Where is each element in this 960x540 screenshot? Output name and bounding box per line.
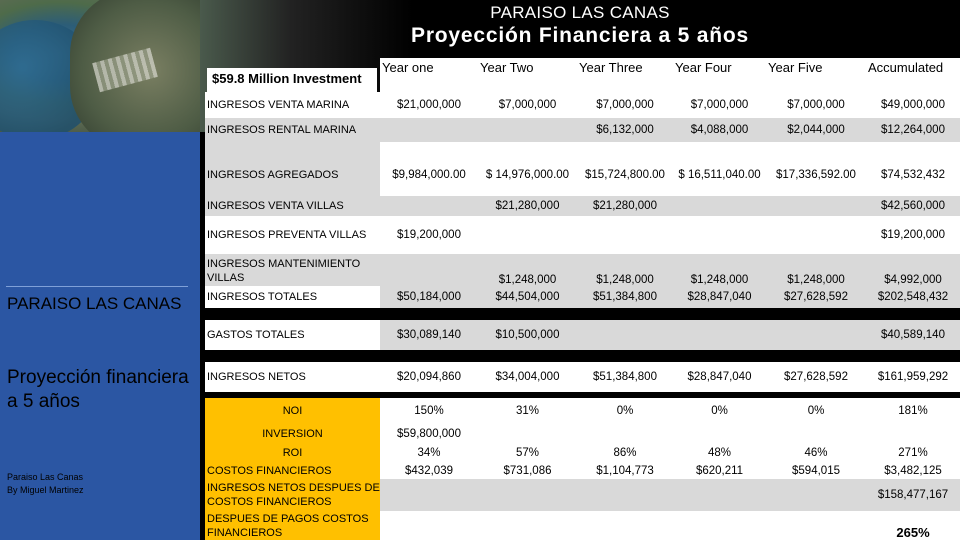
table-cell [673, 320, 766, 350]
table-cell: $1,248,000 [498, 274, 557, 286]
table-cell: 0% [711, 405, 728, 417]
table-cell [673, 511, 766, 540]
table-cell: $34,004,000 [495, 371, 560, 383]
row-label: NOI [205, 398, 380, 424]
table-cell: $44,504,000 [495, 291, 560, 303]
table-cell: $7,000,000 [690, 99, 749, 111]
column-header: Year Three [577, 58, 673, 88]
table-cell [673, 196, 766, 216]
sidebar [0, 132, 200, 540]
table-cell [380, 479, 478, 511]
table-cell: $12,264,000 [881, 124, 945, 136]
table-cell [673, 479, 766, 511]
table-cell [380, 196, 478, 216]
sidebar-subtitle: Proyección financiera a 5 años [7, 367, 189, 412]
table-cell: $9,984,000.00 [392, 169, 466, 181]
page-supertitle: PARAISO LAS CANAS [490, 3, 670, 22]
table-cell [766, 216, 866, 254]
sidebar-divider [6, 286, 188, 287]
table-cell: $17,336,592.00 [776, 169, 856, 181]
table-cell: 31% [515, 405, 540, 417]
table-cell: $1,248,000 [690, 274, 749, 286]
column-header: Accumulated [866, 58, 960, 88]
table-cell [766, 320, 866, 350]
table-cell: $49,000,000 [881, 99, 945, 111]
table-cell [673, 216, 766, 254]
table-cell: 34% [417, 447, 441, 459]
row-label: ROI [205, 444, 380, 462]
credit-line-1: Paraiso Las Canas [7, 472, 84, 482]
table-cell [577, 511, 673, 540]
table-cell: $20,094,860 [397, 371, 461, 383]
row-label: GASTOS TOTALES [205, 320, 380, 350]
table-cell: $51,384,800 [593, 371, 657, 383]
aerial-photo [0, 0, 200, 132]
table-cell: $15,724,800.00 [585, 169, 665, 181]
table-cell: $432,039 [405, 464, 453, 477]
table-cell [866, 424, 960, 444]
row-label: INGRESOS NETOS DESPUES DE COSTOS FINANCIEROS [205, 479, 380, 511]
financial-table [205, 58, 960, 540]
page-title: Proyección Financiera a 5 años [411, 24, 749, 47]
table-cell: $7,000,000 [498, 99, 557, 111]
row-label: INGRESOS VENTA VILLAS [205, 196, 380, 216]
table-cell: $21,000,000 [397, 99, 461, 111]
table-cell: $7,000,000 [596, 99, 654, 111]
table-cell [673, 424, 766, 444]
row-label: INGRESOS NETOS [205, 362, 380, 392]
table-cell: $620,211 [695, 464, 744, 477]
table-cell [766, 424, 866, 444]
table-cell: $ 14,976,000.00 [485, 169, 570, 181]
column-header: Year Four [673, 58, 766, 88]
table-cell: 0% [807, 405, 825, 417]
table-cell: $21,280,000 [495, 200, 560, 212]
table-cell: $30,089,140 [397, 329, 461, 341]
table-cell [577, 320, 673, 350]
table-cell: $1,248,000 [787, 274, 845, 286]
table-cell [577, 424, 673, 444]
column-header: Year one [380, 58, 478, 88]
sidebar-title: PARAISO LAS CANAS [7, 294, 182, 313]
table-cell [380, 254, 478, 286]
row-label: INVERSION [205, 424, 380, 444]
table-cell: 181% [898, 405, 928, 417]
table-cell: $50,184,000 [397, 291, 461, 303]
row-label: INGRESOS MANTENIMIENTO VILLAS [205, 254, 380, 288]
table-cell: 150% [414, 405, 444, 417]
credit-line-2: By Miguel Martinez [7, 485, 84, 495]
table-cell: $19,200,000 [397, 229, 461, 241]
row-label: INGRESOS VENTA MARINA [205, 92, 380, 118]
table-cell [766, 479, 866, 511]
table-cell [766, 511, 866, 540]
table-cell: 265% [896, 525, 930, 540]
table-cell: $27,628,592 [784, 371, 848, 383]
table-cell [577, 479, 673, 511]
table-cell [380, 118, 478, 142]
table-cell: $10,500,000 [495, 329, 560, 341]
table-cell: $4,088,000 [690, 124, 749, 136]
table-cell: $7,000,000 [787, 99, 845, 111]
table-cell [478, 424, 577, 444]
table-cell: 271% [898, 447, 928, 459]
table-cell: $42,560,000 [881, 200, 945, 212]
table-cell: $158,477,167 [877, 489, 949, 501]
table-cell [766, 196, 866, 216]
table-cell: $51,384,800 [593, 291, 657, 303]
table-cell [380, 511, 478, 540]
row-label: INGRESOS TOTALES [205, 286, 380, 308]
table-cell: $27,628,592 [784, 291, 848, 303]
column-header: Year Five [766, 58, 866, 88]
column-header: Year Two [478, 58, 577, 88]
table-cell [478, 511, 577, 540]
table-cell: $594,015 [792, 464, 840, 477]
row-label: INGRESOS RENTAL MARINA [205, 118, 380, 142]
table-cell: $28,847,040 [687, 371, 752, 383]
table-cell: $28,847,040 [687, 291, 752, 303]
table-cell: $ 16,511,040.00 [678, 169, 761, 181]
row-label: COSTOS FINANCIEROS [205, 462, 380, 479]
table-cell: 86% [613, 447, 637, 459]
row-label: DESPUES DE PAGOS COSTOS FINANCIEROS [205, 511, 380, 540]
table-cell: $1,248,000 [596, 274, 654, 286]
table-cell: $19,200,000 [881, 229, 945, 241]
table-cell: 57% [515, 447, 540, 459]
table-cell: $2,044,000 [787, 124, 845, 136]
table-cell: $731,086 [503, 464, 552, 477]
table-cell: 0% [616, 405, 634, 417]
table-cell: 46% [804, 447, 828, 459]
table-cell: $40,589,140 [881, 329, 945, 341]
table-cell: $161,959,292 [877, 371, 949, 383]
table-cell: $21,280,000 [593, 200, 657, 212]
table-cell: $59,800,000 [397, 428, 461, 440]
table-cell: $1,104,773 [596, 464, 654, 477]
table-cell [577, 216, 673, 254]
table-cell: $6,132,000 [596, 124, 654, 136]
investment-label: $59.8 Million Investment [207, 68, 377, 92]
table-cell [478, 216, 577, 254]
table-cell: 48% [707, 447, 732, 459]
table-cell: $3,482,125 [884, 464, 942, 477]
table-cell: $202,548,432 [877, 291, 949, 303]
table-cell [478, 118, 577, 142]
row-label: INGRESOS AGREGADOS [205, 142, 380, 196]
table-cell: $74,532,432 [881, 169, 945, 181]
sidebar-credit [7, 471, 84, 497]
table-cell [478, 479, 577, 511]
row-label: INGRESOS PREVENTA VILLAS [205, 216, 380, 254]
table-cell: $4,992,000 [884, 274, 942, 286]
